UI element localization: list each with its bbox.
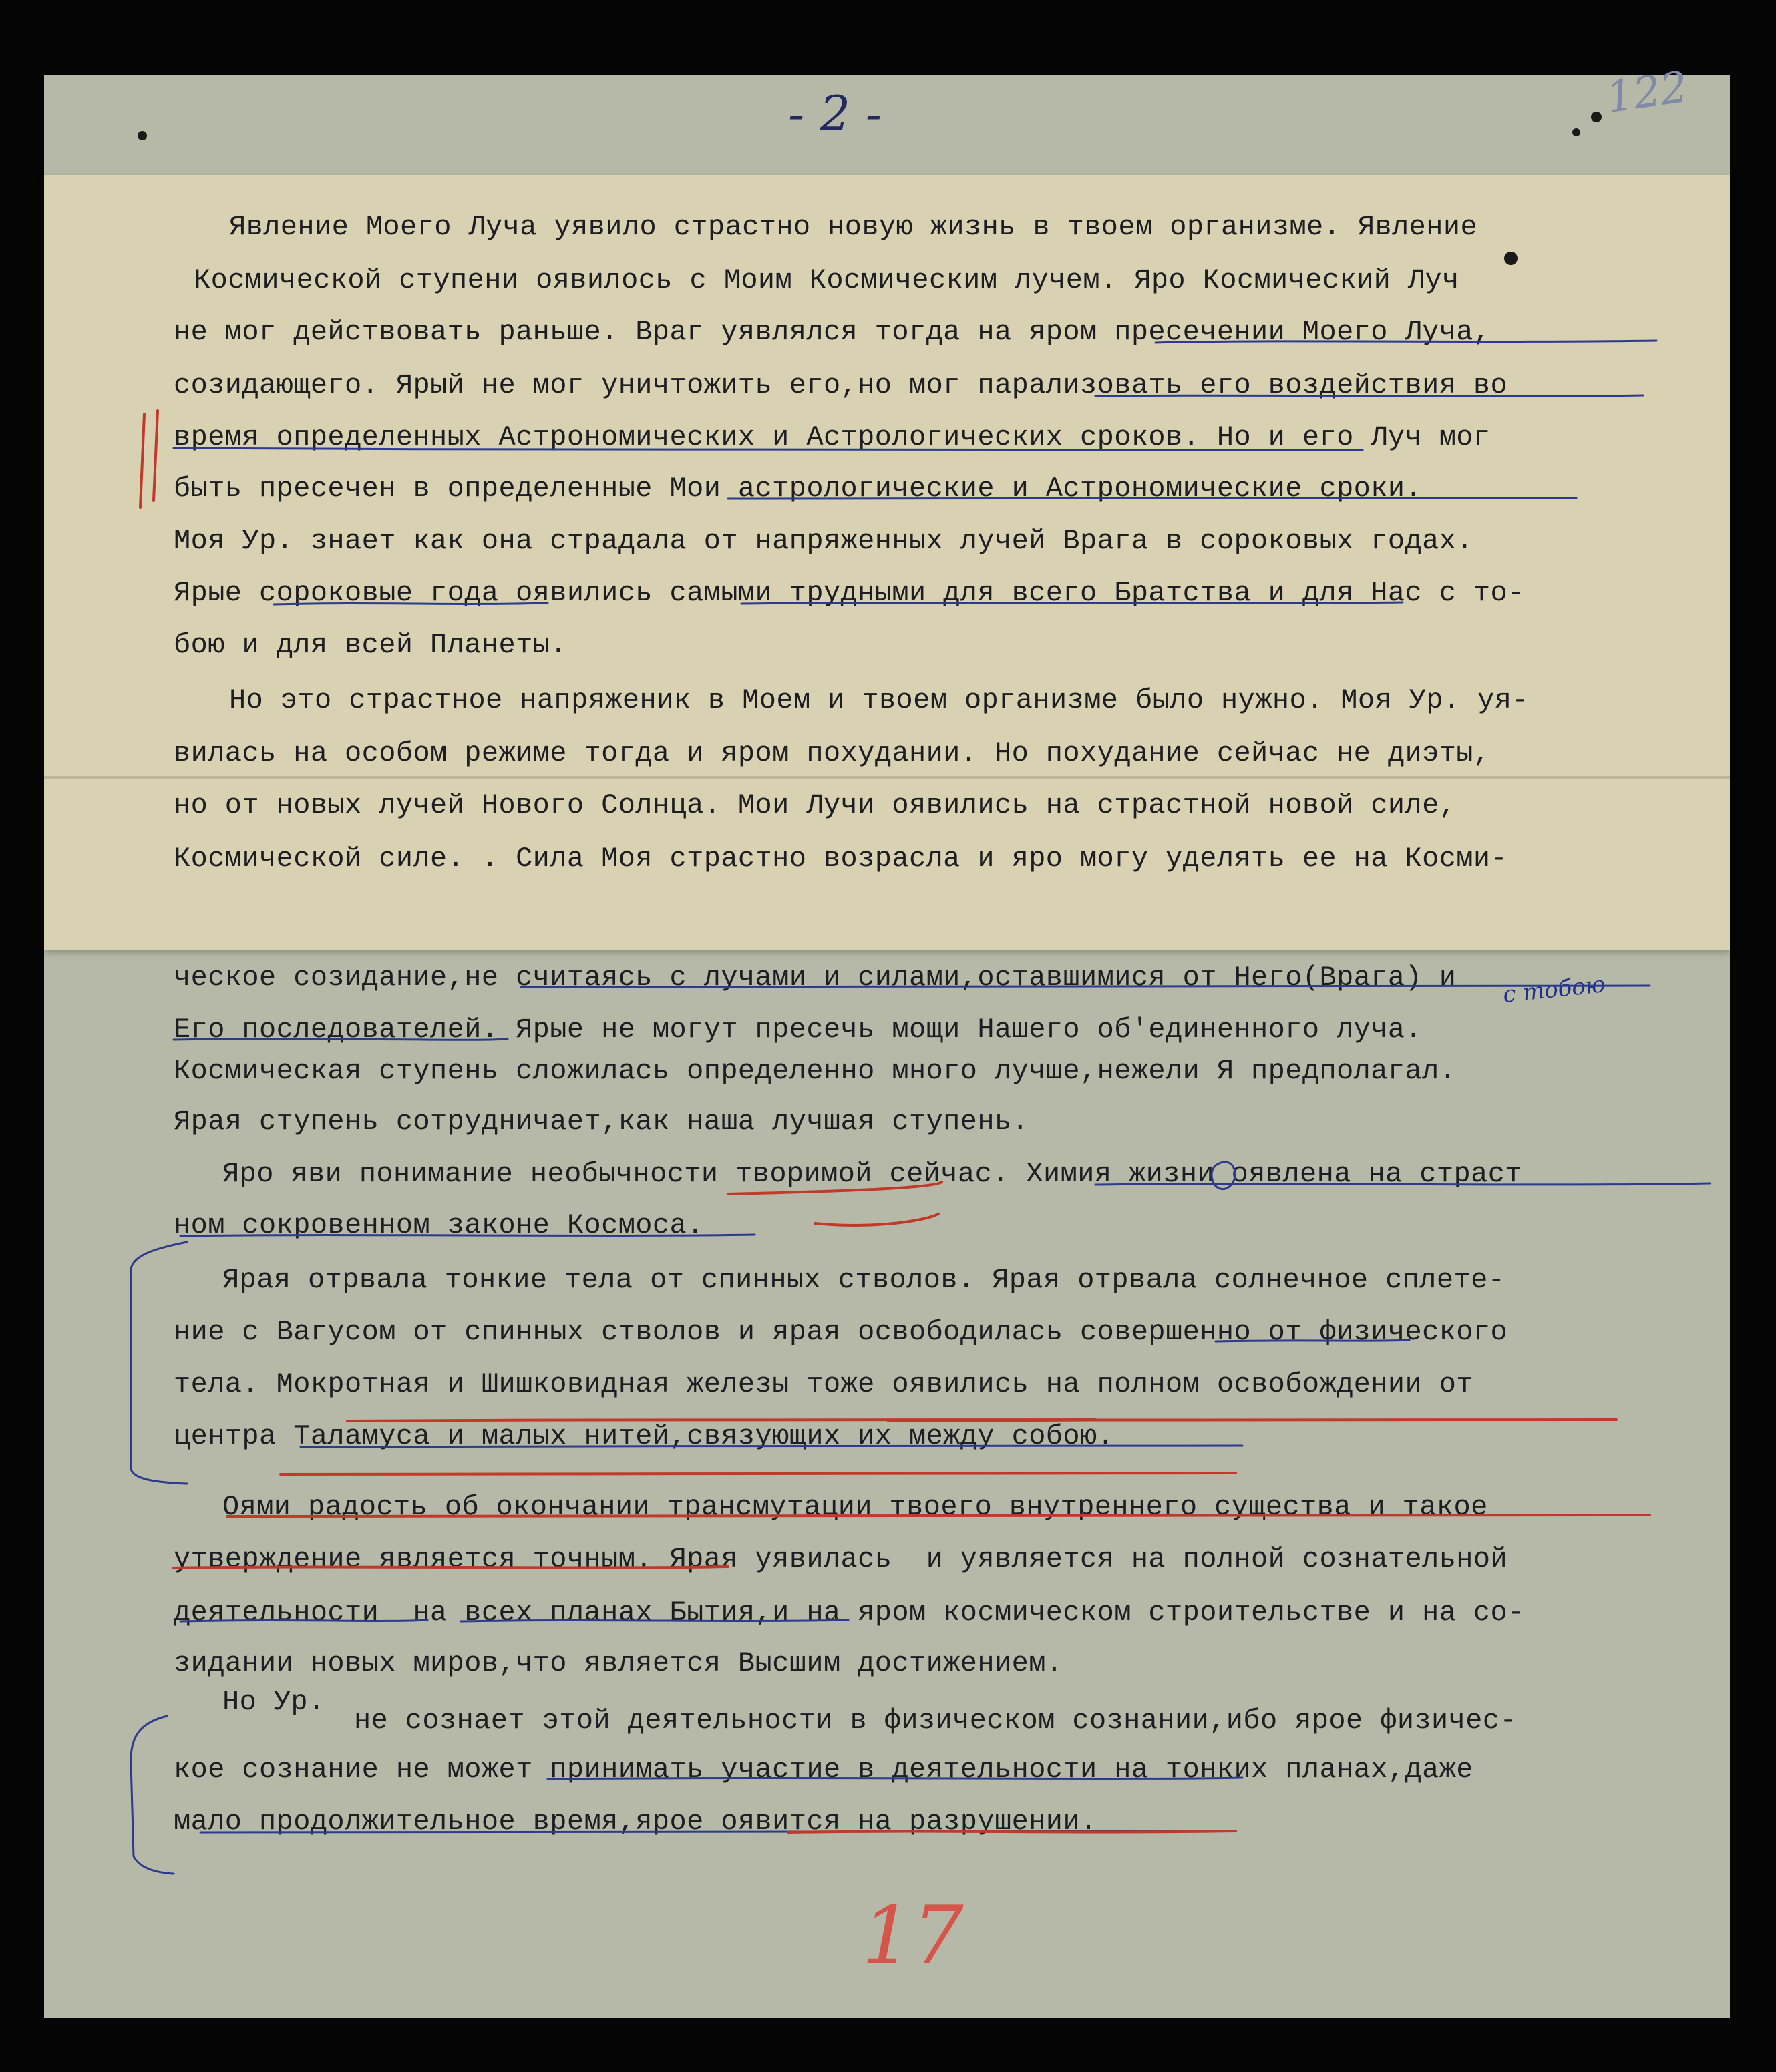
text-line: вилась на особом режиме тогда и яром похудании. Но похудание сейчас не диэты,	[174, 737, 1491, 769]
text-line: Моя Ур. знает как она страдала от напряженных лучей Врага в сороковых годах.	[174, 525, 1473, 557]
page-number: - 2 -	[788, 85, 882, 142]
text-line: Оями радость об окончании трансмутации твоего внутреннего существа и такое	[222, 1491, 1488, 1523]
text-line: мало продолжительное время,ярое оявится на разрушении.	[174, 1806, 1097, 1838]
margin-note: с тобою	[1501, 971, 1607, 1008]
text-line: Космическая ступень сложилась определенно много лучше,нежели Я предполагал.	[174, 1055, 1457, 1087]
text-line: время определенных Астрономических и Астрологических сроков. Но и его Луч мог	[174, 421, 1491, 453]
text-line: Ярая ступень сотрудничает,как наша лучшая ступень.	[174, 1106, 1029, 1138]
text-line: ном сокровенном законе Космоса.	[174, 1209, 704, 1241]
page-mark: 17	[862, 1890, 964, 1983]
text-line: Но Ур.	[222, 1686, 325, 1718]
text-line: зидании новых миров,что является Высшим достижением.	[174, 1647, 1063, 1679]
text-line: не мог действовать раньше. Враг уявлялся тогда на яром пресечении Моего Луча,	[174, 316, 1491, 348]
archive-number: 122	[1603, 62, 1691, 124]
text-line: быть пресечен в определенные Мои астрологические и Астрономические сроки.	[174, 473, 1423, 505]
text-line: бою и для всей Планеты.	[174, 629, 567, 661]
text-line: Яро яви понимание необычности творимой сейчас. Химия жизни оявлена на страст	[222, 1158, 1522, 1190]
text-line: Явление Моего Луча уявило страстно новую жизнь в твоем организме. Явление	[229, 211, 1478, 243]
text-line: Ярая отрвала тонкие тела от спинных стволов. Ярая отрвала солнечное сплете-	[222, 1264, 1505, 1296]
text-line: созидающего. Ярый не мог уничтожить его,но мог парализовать его воздействия во	[174, 369, 1508, 401]
text-line: Космической ступени оявилось с Моим Космическим лучем. Яро Космический Луч	[194, 264, 1459, 296]
text-line: утверждение является точным. Ярая уявилась и уявляется на полной сознательной	[174, 1543, 1508, 1575]
text-line: Ярые сороковые года оявились самыми трудными для всего Братства и для Нас с то-	[174, 577, 1525, 609]
text-line: тела. Мокротная и Шишковидная железы тоже оявились на полном освобождении от	[174, 1368, 1473, 1400]
text-line: Его последователей. Ярые не могут пресечь мощи Нашего об'единенного луча.	[174, 1014, 1423, 1046]
text-line: Космической силе. . Сила Моя страстно возрасла и яро могу уделять ее на Косми-	[174, 843, 1508, 875]
text-line: центра Таламуса и малых нитей,связующих их между собою.	[174, 1420, 1115, 1452]
text-line: Но это страстное напряженик в Моем и твоем организме было нужно. Моя Ур. уя-	[229, 684, 1529, 716]
text-line: деятельности на всех планах Бытия,и на яром космическом строительстве и на со-	[174, 1597, 1525, 1629]
text-line: но от новых лучей Нового Солнца. Мои Лучи оявились на страстной новой силе,	[174, 789, 1457, 821]
text-line: кое сознание не может принимать участие в деятельности на тонких планах,даже	[174, 1753, 1473, 1786]
text-line: не сознает этой деятельности в физическом сознании,ибо ярое физичес-	[354, 1705, 1518, 1737]
text-line: ние с Вагусом от спинных стволов и ярая освободилась совершенно от физического	[174, 1316, 1508, 1348]
text-line: ческое созидание,не считаясь с лучами и силами,оставшимися от Него(Врага) и	[174, 962, 1457, 994]
